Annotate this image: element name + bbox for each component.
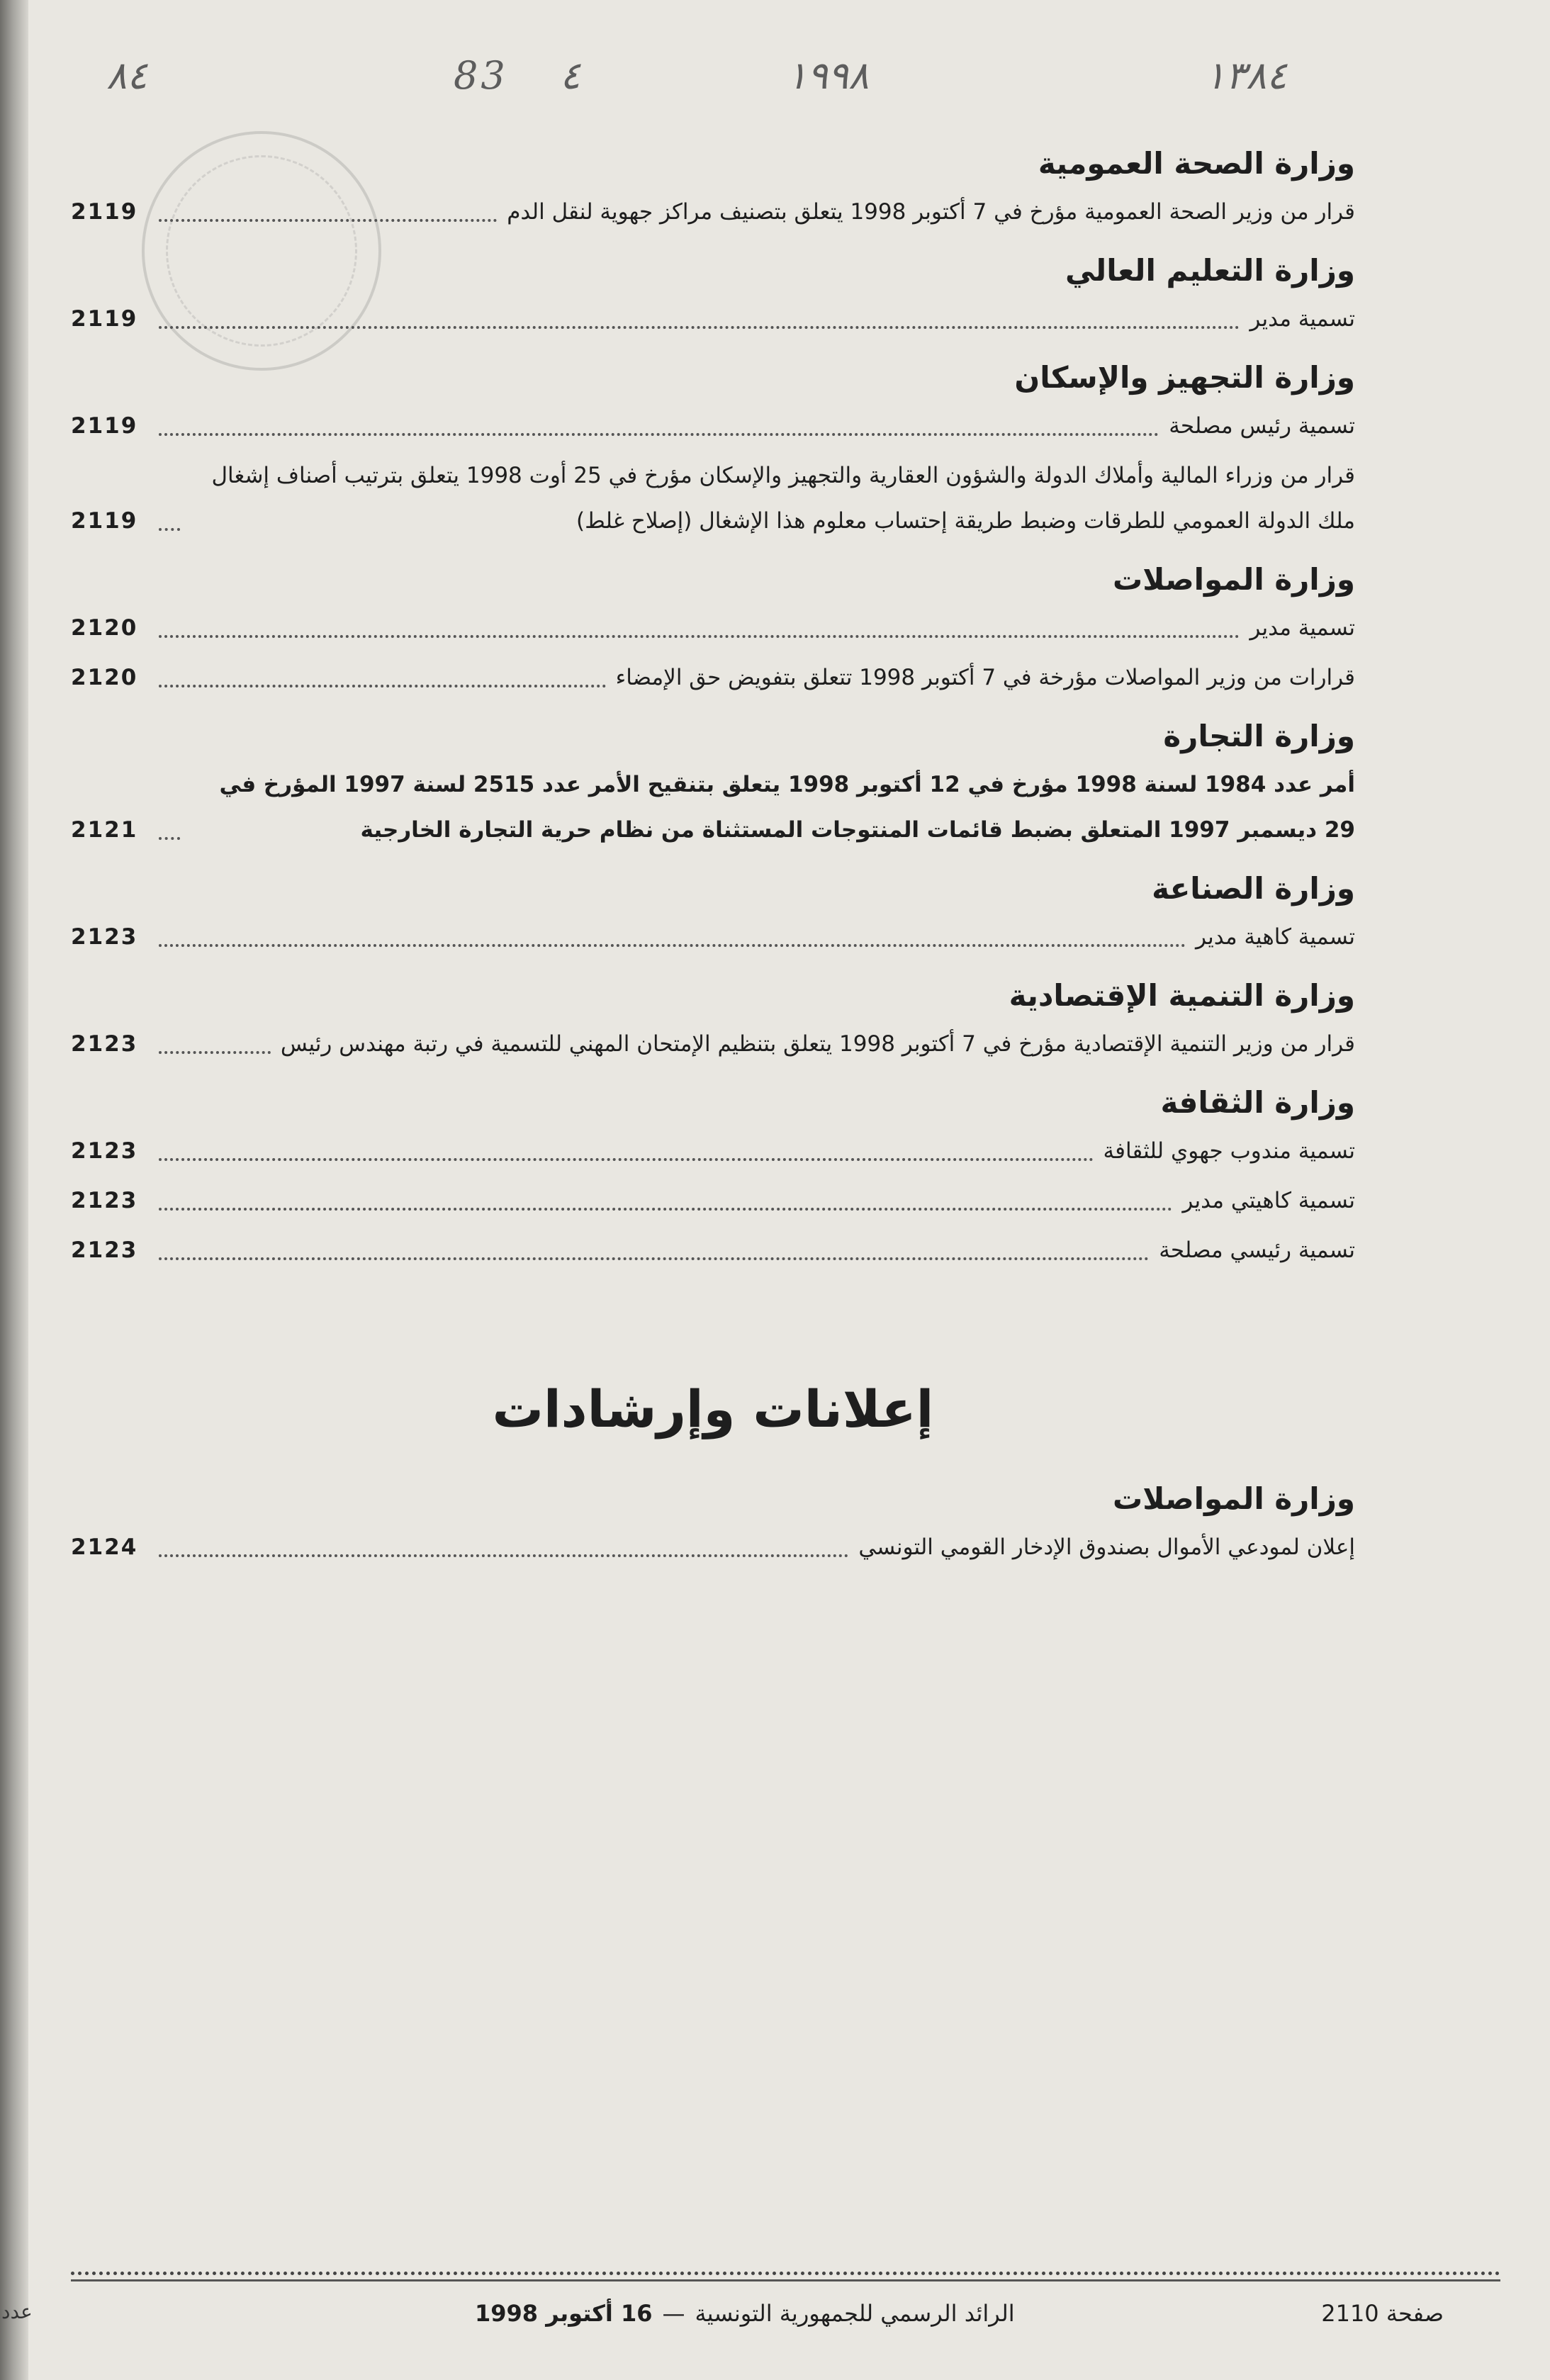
footer-page-label: صفحة 2110 — [1321, 2300, 1444, 2327]
toc-entry — [71, 403, 1355, 449]
entry-text: إعلان لمودعي الأموال بصندوق الإدخار القومي التونسي — [858, 1534, 1355, 1560]
toc-entry — [71, 1228, 1355, 1273]
footer-journal: الرائد الرسمي للجمهورية التونسية — 16 أكتوبر 1998 — [475, 2300, 1015, 2327]
entry-page-number: 2123 — [71, 1188, 138, 1213]
entry-page-number: 2120 — [71, 665, 138, 690]
ministry-heading: وزارة المواصلات — [1112, 1481, 1355, 1516]
handwritten-year: ١٩٩٨ — [787, 53, 870, 98]
entry-text: تسمية كاهيتي مدير — [1182, 1188, 1355, 1213]
ministry-heading: وزارة التجهيز والإسكان — [1014, 360, 1355, 395]
entry-page-number: 2124 — [71, 1534, 138, 1560]
entry-page-number: 2123 — [71, 1237, 138, 1263]
entry-text: تسمية كاهية مدير — [1195, 924, 1355, 950]
entry-text: تسمية رئيسي مصلحة — [1159, 1237, 1355, 1263]
toc-entry — [71, 914, 1355, 960]
dot-leader — [159, 1051, 271, 1054]
footer-divider-line — [71, 2279, 1500, 2281]
entry-page-number: 2119 — [71, 508, 138, 534]
dot-leader — [159, 1158, 1094, 1161]
toc-entry — [71, 1525, 1355, 1570]
dot-leader — [159, 944, 1186, 947]
ministry-heading: وزارة التعليم العالي — [1065, 253, 1355, 288]
entry-page-number: 2123 — [71, 1138, 138, 1164]
ministry-heading: وزارة الصناعة — [1152, 871, 1355, 906]
footer-divider — [71, 2272, 1500, 2275]
ministry-heading: وزارة التجارة — [1163, 719, 1355, 753]
ministry-heading: وزارة المواصلات — [1112, 562, 1355, 597]
dot-leader — [159, 1208, 1172, 1211]
toc-entry — [71, 1178, 1355, 1223]
entry-page-number: 2121 — [71, 817, 138, 843]
entry-text: تسمية رئيس مصلحة — [1169, 413, 1355, 439]
dot-leader — [159, 1257, 1149, 1260]
toc-entry — [71, 453, 1355, 544]
entry-text: قرار من وزير الصحة العمومية مؤرخ في 7 أكتوبر 1998 يتعلق بتصنيف مراكز جهوية لنقل الدم — [507, 199, 1355, 225]
dot-leader — [159, 837, 180, 840]
table-of-contents — [71, 128, 1355, 1574]
ministry-heading: وزارة الصحة العمومية — [1038, 146, 1355, 181]
ministry-heading: وزارة الثقافة — [1160, 1085, 1355, 1120]
dot-leader — [159, 635, 1240, 638]
handwritten-number: ١٣٨٤ — [1205, 53, 1288, 98]
dot-leader — [159, 219, 497, 222]
entry-page-number: 2120 — [71, 615, 138, 641]
toc-entry — [71, 655, 1355, 700]
entry-page-number: 2123 — [71, 1031, 138, 1057]
entry-page-number: 2119 — [71, 413, 138, 439]
entry-text: أمر عدد 1984 لسنة 1998 مؤرخ في 12 أكتوبر 1998 يتعلق بتنقيح الأمر عدد 2515 لسنة 1997 المؤرخ في 29 ديسمبر 1997 المتعلق بضبط قائمات المنتوجات المستثناة من نظام حرية التجارة الخارجية — [219, 772, 1355, 843]
dot-leader — [159, 326, 1240, 329]
footer-date: 16 أكتوبر 1998 — [475, 2300, 653, 2327]
dot-leader — [159, 433, 1159, 436]
entry-page-number: 2119 — [71, 306, 138, 332]
entry-page-number: 2119 — [71, 199, 138, 225]
handwritten-note-mid1: 83 — [454, 53, 508, 98]
dot-leader — [159, 528, 180, 531]
entry-text: تسمية مدير — [1249, 306, 1355, 332]
toc-entry — [71, 762, 1355, 853]
handwritten-note-mid2: ٤ — [560, 53, 581, 98]
toc-entry — [71, 605, 1355, 651]
toc-sections — [71, 146, 1355, 1273]
dot-leader — [159, 685, 606, 687]
toc-entry — [71, 296, 1355, 342]
handwritten-note-left: ٨٤ — [106, 53, 148, 98]
entry-text: قرار من وزير التنمية الإقتصادية مؤرخ في 7 أكتوبر 1998 يتعلق بتنظيم الإمتحان المهني للتسمية في رتبة مهندس رئيس — [280, 1031, 1355, 1057]
footer-journal-title: الرائد الرسمي للجمهورية التونسية — [695, 2300, 1015, 2327]
toc-entry — [71, 1128, 1355, 1174]
entry-text: قرار من وزراء المالية وأملاك الدولة والشؤون العقارية والتجهيز والإسكان مؤرخ في 25 أوت 1998 يتعلق بترتيب أصناف إشغال ملك الدولة العمومي للطرقات وضبط طريقة إحتساب معلوم هذا الإشغال (إصلاح غلط) — [211, 463, 1355, 534]
announcement-sections — [71, 1481, 1355, 1570]
edge-issue-text: عدد — [1, 2300, 33, 2323]
ministry-heading: وزارة التنمية الإقتصادية — [1009, 978, 1355, 1013]
announcements-title: إعلانات وإرشادات — [492, 1379, 934, 1439]
entry-text: قرارات من وزير المواصلات مؤرخة في 7 أكتوبر 1998 تتعلق بتفويض حق الإمضاء — [615, 665, 1355, 690]
dot-leader — [159, 1554, 848, 1557]
paper-edge — [0, 0, 28, 2380]
entry-text: تسمية مندوب جهوي للثقافة — [1103, 1138, 1355, 1164]
entry-text: تسمية مدير — [1249, 615, 1355, 641]
entry-page-number: 2123 — [71, 924, 138, 950]
toc-entry — [71, 189, 1355, 235]
toc-entry — [71, 1021, 1355, 1067]
